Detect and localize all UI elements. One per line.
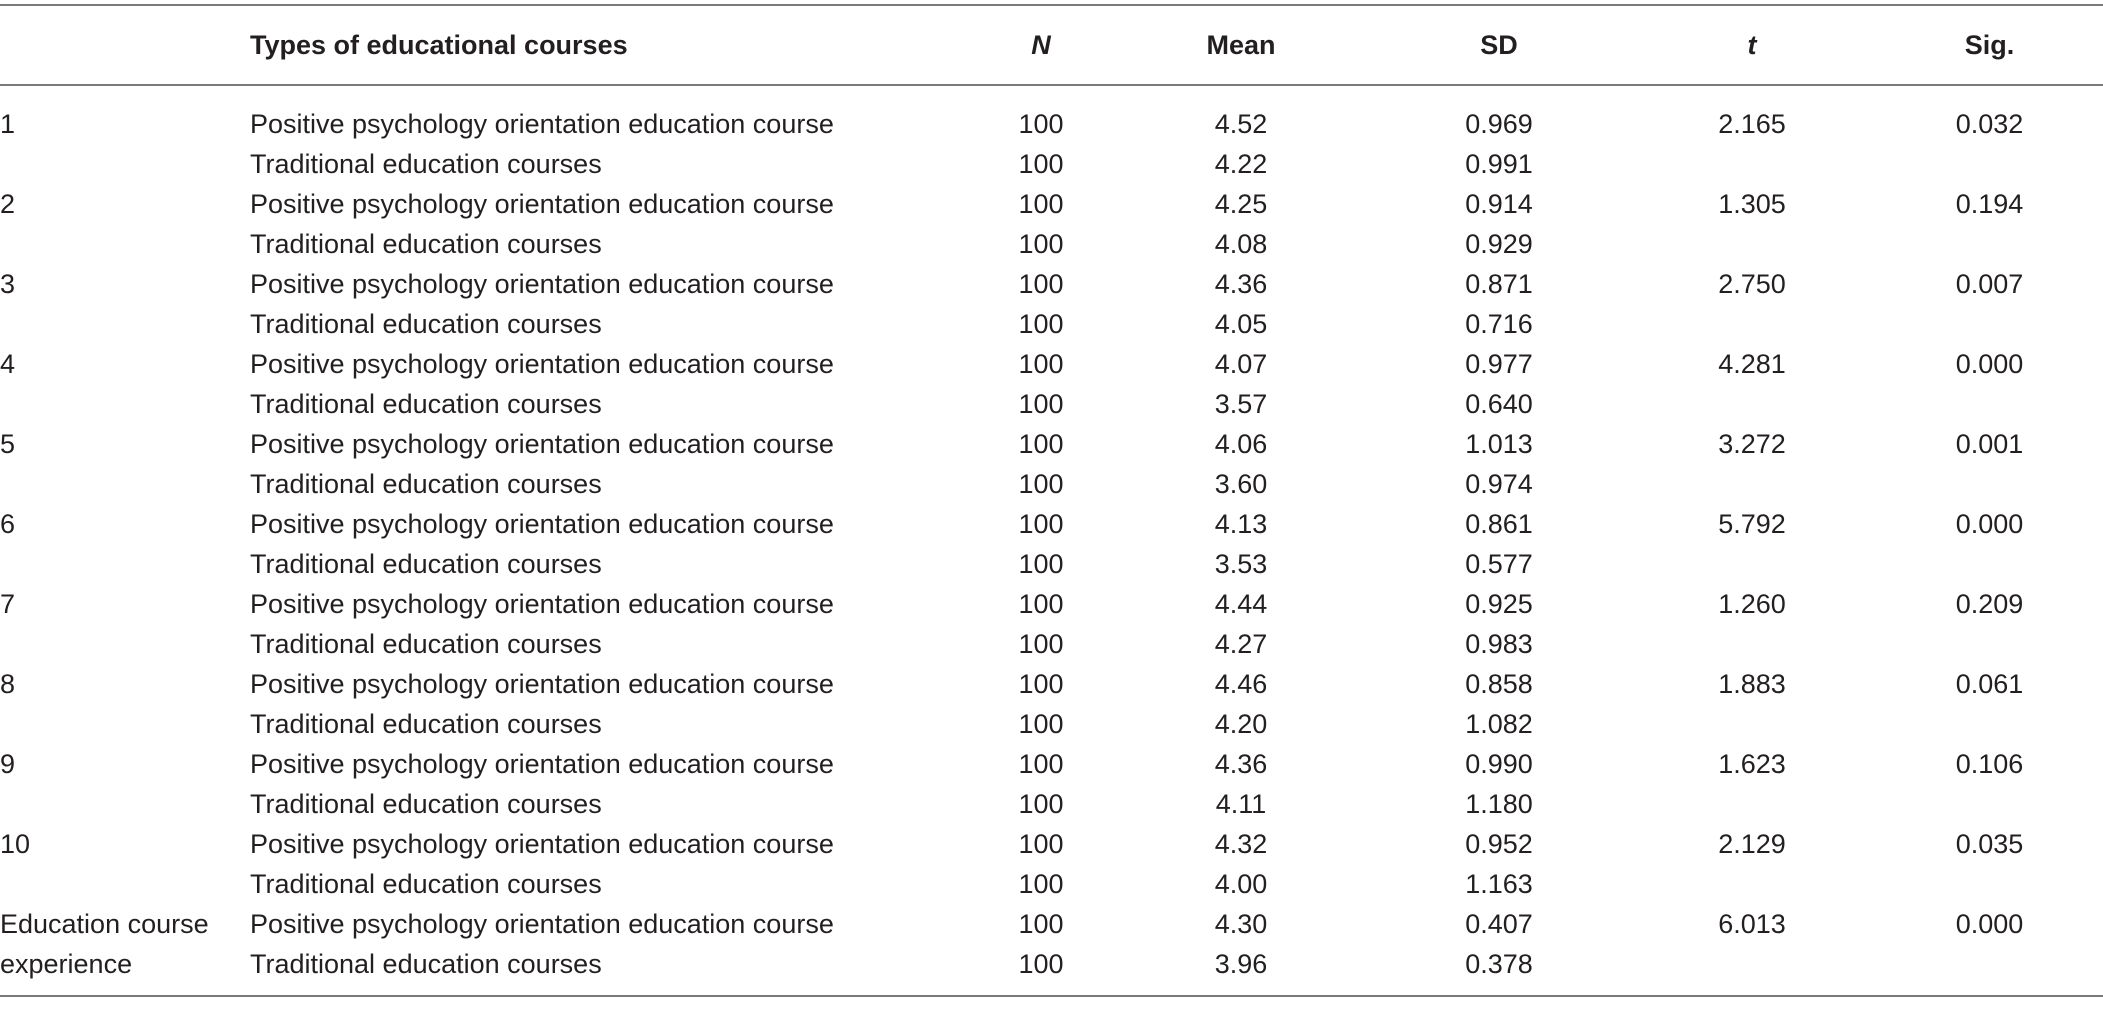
cell-sig: 0.032 <box>1955 109 2024 139</box>
cell-mean: 4.13 <box>1214 509 1268 539</box>
cell-n: 100 <box>1018 749 1064 779</box>
cell-course-type: Positive psychology orientation education course <box>250 749 834 779</box>
cell-n: 100 <box>1018 469 1064 499</box>
cell-n: 100 <box>1018 909 1064 939</box>
table-row <box>0 184 2103 224</box>
cell-n: 100 <box>1018 189 1064 219</box>
cell-course-type: Traditional education courses <box>250 709 602 739</box>
cell-sig <box>1876 544 2103 584</box>
cell-n: 100 <box>1018 149 1064 179</box>
cell-mean: 4.46 <box>1214 669 1268 699</box>
table-row <box>0 744 2103 784</box>
table-row <box>0 784 2103 824</box>
cell-n: 100 <box>1018 789 1064 819</box>
cell-course-type: Positive psychology orientation education course <box>250 269 834 299</box>
cell-n: 100 <box>1018 309 1064 339</box>
table-row <box>0 304 2103 344</box>
cell-item: 6 <box>0 509 16 539</box>
table-row <box>0 144 2103 184</box>
cell-n: 100 <box>1018 509 1064 539</box>
cell-sd: 0.577 <box>1465 549 1533 579</box>
cell-t: 1.260 <box>1718 589 1786 619</box>
cell-sig: 0.035 <box>1955 829 2024 859</box>
cell-sd: 0.407 <box>1465 909 1533 939</box>
cell-n: 100 <box>1018 109 1064 139</box>
cell-item: 10 <box>0 829 31 859</box>
cell-course-type: Positive psychology orientation education course <box>250 509 834 539</box>
cell-n: 100 <box>1018 349 1064 379</box>
cell-sig <box>1876 304 2103 344</box>
table-row <box>0 424 2103 464</box>
cell-t <box>1628 544 1876 584</box>
cell-mean: 4.36 <box>1214 749 1268 779</box>
table-row <box>0 944 2103 984</box>
cell-sig: 0.007 <box>1955 269 2024 299</box>
table-row <box>0 864 2103 904</box>
cell-sig: 0.000 <box>1955 909 2024 939</box>
cell-sig <box>1876 224 2103 264</box>
cell-sd: 1.013 <box>1465 429 1533 459</box>
cell-mean: 4.20 <box>1214 709 1268 739</box>
cell-t: 2.129 <box>1718 829 1786 859</box>
cell-mean: 4.30 <box>1214 909 1268 939</box>
cell-t: 3.272 <box>1718 429 1786 459</box>
cell-sd: 0.990 <box>1465 749 1533 779</box>
table-row <box>0 544 2103 584</box>
header-course-type: Types of educational courses <box>250 29 628 60</box>
cell-item: 7 <box>0 589 16 619</box>
cell-n: 100 <box>1018 269 1064 299</box>
cell-course-type: Positive psychology orientation education course <box>250 189 834 219</box>
table-row <box>0 624 2103 664</box>
cell-course-type: Positive psychology orientation education course <box>250 109 834 139</box>
cell-course-type: Positive psychology orientation education course <box>250 429 834 459</box>
table-row <box>0 344 2103 384</box>
cell-sd: 0.952 <box>1465 829 1533 859</box>
table-body <box>0 84 2103 984</box>
header-n: N <box>1031 29 1051 60</box>
cell-t <box>1628 304 1876 344</box>
cell-course-type: Traditional education courses <box>250 869 602 899</box>
cell-sd: 0.914 <box>1465 189 1533 219</box>
cell-course-type: Traditional education courses <box>250 629 602 659</box>
cell-sd: 0.991 <box>1465 149 1533 179</box>
cell-n: 100 <box>1018 429 1064 459</box>
table-row <box>0 504 2103 544</box>
cell-mean: 4.07 <box>1214 349 1268 379</box>
cell-sig: 0.000 <box>1955 349 2024 379</box>
cell-sd: 1.180 <box>1465 789 1533 819</box>
header-t: t <box>1747 29 1757 60</box>
cell-course-type: Traditional education courses <box>250 309 602 339</box>
cell-course-type: Traditional education courses <box>250 789 602 819</box>
cell-sd: 0.861 <box>1465 509 1533 539</box>
cell-mean: 4.36 <box>1214 269 1268 299</box>
cell-t: 6.013 <box>1718 909 1786 939</box>
cell-t <box>1628 704 1876 744</box>
cell-sig <box>1876 384 2103 424</box>
cell-sig <box>1876 704 2103 744</box>
cell-t <box>1628 144 1876 184</box>
cell-n: 100 <box>1018 389 1064 419</box>
cell-t: 2.750 <box>1718 269 1786 299</box>
table-row <box>0 384 2103 424</box>
cell-sd: 1.082 <box>1465 709 1533 739</box>
header-sig: Sig. <box>1964 29 2015 60</box>
cell-n: 100 <box>1018 589 1064 619</box>
table-row <box>0 464 2103 504</box>
cell-t: 1.305 <box>1718 189 1786 219</box>
cell-t <box>1628 384 1876 424</box>
cell-sig: 0.194 <box>1955 189 2024 219</box>
header-item <box>0 6 250 84</box>
table-header <box>0 6 2103 84</box>
cell-sig <box>1876 944 2103 984</box>
cell-t <box>1628 944 1876 984</box>
cell-sd: 0.925 <box>1465 589 1533 619</box>
cell-course-type: Traditional education courses <box>250 389 602 419</box>
cell-mean: 3.96 <box>1214 949 1268 979</box>
cell-sig <box>1876 784 2103 824</box>
cell-sd: 0.378 <box>1465 949 1533 979</box>
cell-mean: 4.08 <box>1214 229 1268 259</box>
cell-mean: 4.32 <box>1214 829 1268 859</box>
cell-item: 2 <box>0 189 16 219</box>
cell-t <box>1628 784 1876 824</box>
table-row <box>0 584 2103 624</box>
cell-item: 8 <box>0 669 16 699</box>
cell-item: Education course experience <box>0 909 209 979</box>
cell-sd: 0.929 <box>1465 229 1533 259</box>
cell-mean: 4.06 <box>1214 429 1268 459</box>
cell-course-type: Traditional education courses <box>250 549 602 579</box>
cell-sd: 0.871 <box>1465 269 1533 299</box>
cell-course-type: Traditional education courses <box>250 949 602 979</box>
cell-n: 100 <box>1018 669 1064 699</box>
cell-item: 5 <box>0 429 16 459</box>
cell-sig: 0.061 <box>1955 669 2024 699</box>
cell-course-type: Positive psychology orientation education course <box>250 349 834 379</box>
header-row <box>0 6 2103 84</box>
cell-mean: 4.11 <box>1215 789 1267 819</box>
cell-mean: 4.22 <box>1214 149 1268 179</box>
cell-sd: 0.977 <box>1465 349 1533 379</box>
cell-t: 1.883 <box>1718 669 1786 699</box>
table-row <box>0 904 2103 944</box>
cell-sd: 0.974 <box>1465 469 1533 499</box>
cell-course-type: Traditional education courses <box>250 149 602 179</box>
header-sd: SD <box>1480 29 1518 60</box>
cell-sig: 0.000 <box>1955 509 2024 539</box>
table-row <box>0 264 2103 304</box>
cell-sd: 0.969 <box>1465 109 1533 139</box>
cell-course-type: Positive psychology orientation education course <box>250 589 834 619</box>
cell-t <box>1628 224 1876 264</box>
cell-mean: 4.25 <box>1214 189 1268 219</box>
cell-sig <box>1876 464 2103 504</box>
cell-mean: 4.05 <box>1214 309 1268 339</box>
cell-n: 100 <box>1018 229 1064 259</box>
cell-t <box>1628 864 1876 904</box>
cell-sd: 0.640 <box>1465 389 1533 419</box>
cell-t: 2.165 <box>1718 109 1786 139</box>
cell-n: 100 <box>1018 869 1064 899</box>
cell-sd: 0.716 <box>1465 309 1533 339</box>
table-row <box>0 664 2103 704</box>
cell-course-type: Positive psychology orientation education course <box>250 669 834 699</box>
cell-sig: 0.209 <box>1955 589 2024 619</box>
table-row <box>0 224 2103 264</box>
cell-sig: 0.001 <box>1955 429 2024 459</box>
cell-sig <box>1876 864 2103 904</box>
table-row <box>0 84 2103 144</box>
cell-course-type: Positive psychology orientation education course <box>250 909 834 939</box>
cell-mean: 4.00 <box>1214 869 1268 899</box>
cell-item: 9 <box>0 749 16 779</box>
cell-n: 100 <box>1018 949 1064 979</box>
cell-mean: 3.53 <box>1214 549 1268 579</box>
cell-course-type: Traditional education courses <box>250 229 602 259</box>
cell-t: 5.792 <box>1718 509 1786 539</box>
comparison-table <box>0 6 2103 984</box>
cell-item: 4 <box>0 349 16 379</box>
table-row <box>0 824 2103 864</box>
cell-t: 1.623 <box>1718 749 1786 779</box>
cell-sd: 1.163 <box>1465 869 1533 899</box>
cell-sig: 0.106 <box>1955 749 2024 779</box>
cell-t <box>1628 464 1876 504</box>
header-mean: Mean <box>1206 29 1276 60</box>
cell-sig <box>1876 144 2103 184</box>
cell-mean: 4.44 <box>1214 589 1268 619</box>
cell-n: 100 <box>1018 629 1064 659</box>
cell-mean: 3.60 <box>1214 469 1268 499</box>
cell-item: 3 <box>0 269 16 299</box>
table-row <box>0 704 2103 744</box>
cell-n: 100 <box>1018 829 1064 859</box>
cell-course-type: Traditional education courses <box>250 469 602 499</box>
table-bottom-rule <box>0 995 2103 997</box>
cell-mean: 4.27 <box>1214 629 1268 659</box>
cell-mean: 4.52 <box>1214 109 1268 139</box>
cell-course-type: Positive psychology orientation education course <box>250 829 834 859</box>
cell-sig <box>1876 624 2103 664</box>
cell-mean: 3.57 <box>1214 389 1268 419</box>
cell-t: 4.281 <box>1718 349 1786 379</box>
cell-n: 100 <box>1018 709 1064 739</box>
cell-n: 100 <box>1018 549 1064 579</box>
cell-sd: 0.858 <box>1465 669 1533 699</box>
cell-sd: 0.983 <box>1465 629 1533 659</box>
cell-t <box>1628 624 1876 664</box>
cell-item: 1 <box>0 109 16 139</box>
